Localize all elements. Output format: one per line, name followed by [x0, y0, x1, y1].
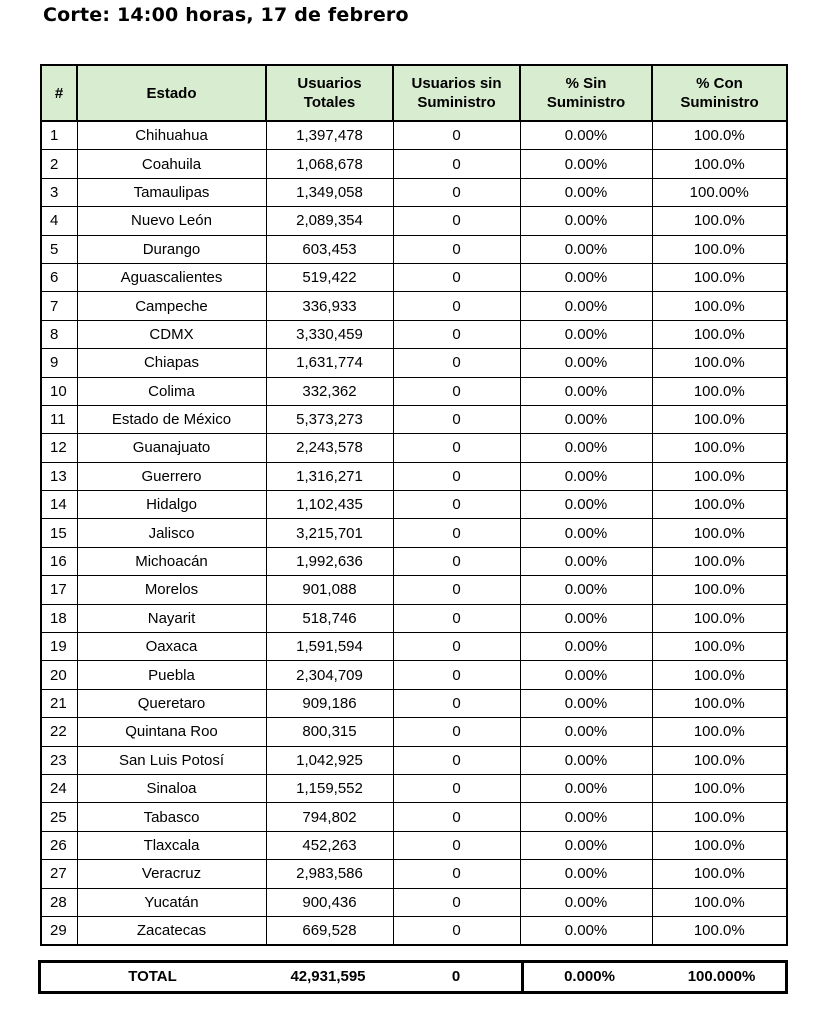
row-num: 5: [41, 235, 77, 263]
row-pct-sin-suministro: 0.00%: [520, 888, 652, 916]
table-row: [41, 519, 787, 547]
table-row: [41, 207, 787, 235]
row-num: 16: [41, 547, 77, 575]
row-usuarios-totales: 603,453: [266, 235, 393, 263]
row-estado: Colima: [77, 377, 266, 405]
table-row: [41, 349, 787, 377]
row-pct-con-suministro: 100.0%: [652, 121, 787, 150]
row-usuarios-totales: 2,983,586: [266, 860, 393, 888]
row-pct-con-suministro: 100.0%: [652, 150, 787, 178]
row-pct-con-suministro: 100.0%: [652, 916, 787, 945]
row-pct-sin-suministro: 0.00%: [520, 633, 652, 661]
table-row: [41, 576, 787, 604]
table-row: [41, 831, 787, 859]
table-row: [41, 320, 787, 348]
row-pct-con-suministro: 100.0%: [652, 207, 787, 235]
table-header-row: [41, 65, 787, 121]
row-pct-con-suministro: 100.0%: [652, 888, 787, 916]
row-estado: Durango: [77, 235, 266, 263]
row-estado: San Luis Potosí: [77, 746, 266, 774]
table-row: [41, 405, 787, 433]
row-pct-con-suministro: 100.0%: [652, 320, 787, 348]
row-pct-sin-suministro: 0.00%: [520, 831, 652, 859]
row-estado: Guanajuato: [77, 434, 266, 462]
row-estado: Aguascalientes: [77, 263, 266, 291]
row-usuarios-totales: 669,528: [266, 916, 393, 945]
row-pct-con-suministro: 100.0%: [652, 661, 787, 689]
row-usuarios-sin-suministro: 0: [393, 633, 520, 661]
row-pct-con-suministro: 100.0%: [652, 547, 787, 575]
row-estado: Puebla: [77, 661, 266, 689]
row-pct-con-suministro: 100.0%: [652, 349, 787, 377]
row-pct-con-suministro: 100.0%: [652, 689, 787, 717]
row-usuarios-totales: 336,933: [266, 292, 393, 320]
row-usuarios-totales: 3,330,459: [266, 320, 393, 348]
row-usuarios-totales: 1,102,435: [266, 491, 393, 519]
row-usuarios-sin-suministro: 0: [393, 150, 520, 178]
row-usuarios-sin-suministro: 0: [393, 121, 520, 150]
table-row: [41, 916, 787, 945]
total-usuarios-sin-suministro: 0: [451, 968, 461, 985]
row-num: 20: [41, 661, 77, 689]
row-num: 17: [41, 576, 77, 604]
row-estado: Tamaulipas: [77, 178, 266, 206]
row-estado: Campeche: [77, 292, 266, 320]
row-num: 19: [41, 633, 77, 661]
row-usuarios-totales: 901,088: [266, 576, 393, 604]
row-pct-con-suministro: 100.0%: [652, 462, 787, 490]
row-pct-sin-suministro: 0.00%: [520, 860, 652, 888]
row-num: 11: [41, 405, 77, 433]
row-pct-con-suministro: 100.0%: [652, 235, 787, 263]
row-pct-sin-suministro: 0.00%: [520, 746, 652, 774]
row-pct-con-suministro: 100.0%: [652, 831, 787, 859]
row-usuarios-sin-suministro: 0: [393, 263, 520, 291]
row-num: 6: [41, 263, 77, 291]
table-row: [41, 121, 787, 150]
table-row: [41, 888, 787, 916]
row-usuarios-sin-suministro: 0: [393, 831, 520, 859]
row-usuarios-totales: 909,186: [266, 689, 393, 717]
row-usuarios-sin-suministro: 0: [393, 604, 520, 632]
row-num: 28: [41, 888, 77, 916]
row-pct-sin-suministro: 0.00%: [520, 405, 652, 433]
row-usuarios-totales: 1,159,552: [266, 774, 393, 802]
table-row: [41, 604, 787, 632]
row-num: 26: [41, 831, 77, 859]
row-num: 12: [41, 434, 77, 462]
row-usuarios-totales: 1,068,678: [266, 150, 393, 178]
header-pct-con-suministro: % Con Suministro: [652, 65, 787, 121]
row-usuarios-sin-suministro: 0: [393, 803, 520, 831]
row-usuarios-totales: 2,243,578: [266, 434, 393, 462]
row-usuarios-totales: 3,215,701: [266, 519, 393, 547]
total-pct-con-suministro: 100.000%: [687, 968, 756, 985]
table-row: [41, 860, 787, 888]
row-pct-sin-suministro: 0.00%: [520, 263, 652, 291]
row-estado: CDMX: [77, 320, 266, 348]
total-pct-sin-suministro: 0.000%: [564, 968, 615, 985]
table-row: [41, 746, 787, 774]
row-pct-con-suministro: 100.0%: [652, 292, 787, 320]
row-usuarios-sin-suministro: 0: [393, 547, 520, 575]
row-usuarios-sin-suministro: 0: [393, 519, 520, 547]
row-num: 4: [41, 207, 77, 235]
row-usuarios-totales: 2,089,354: [266, 207, 393, 235]
row-usuarios-totales: 1,397,478: [266, 121, 393, 150]
row-pct-sin-suministro: 0.00%: [520, 178, 652, 206]
row-estado: Guerrero: [77, 462, 266, 490]
row-estado: Chiapas: [77, 349, 266, 377]
row-usuarios-sin-suministro: 0: [393, 888, 520, 916]
table-row: [41, 434, 787, 462]
row-estado: Coahuila: [77, 150, 266, 178]
row-estado: Hidalgo: [77, 491, 266, 519]
row-usuarios-sin-suministro: 0: [393, 377, 520, 405]
row-estado: Michoacán: [77, 547, 266, 575]
row-pct-con-suministro: 100.0%: [652, 746, 787, 774]
row-usuarios-totales: 519,422: [266, 263, 393, 291]
row-estado: Estado de México: [77, 405, 266, 433]
row-usuarios-totales: 1,992,636: [266, 547, 393, 575]
row-pct-sin-suministro: 0.00%: [520, 121, 652, 150]
row-usuarios-sin-suministro: 0: [393, 320, 520, 348]
row-estado: Chihuahua: [77, 121, 266, 150]
row-pct-sin-suministro: 0.00%: [520, 604, 652, 632]
table-row: [41, 263, 787, 291]
row-num: 10: [41, 377, 77, 405]
row-estado: Nayarit: [77, 604, 266, 632]
row-pct-con-suministro: 100.0%: [652, 263, 787, 291]
table-row: [41, 718, 787, 746]
row-estado: Queretaro: [77, 689, 266, 717]
row-pct-con-suministro: 100.0%: [652, 774, 787, 802]
row-pct-sin-suministro: 0.00%: [520, 661, 652, 689]
row-pct-sin-suministro: 0.00%: [520, 462, 652, 490]
row-pct-con-suministro: 100.0%: [652, 633, 787, 661]
supply-table: [40, 64, 788, 946]
row-usuarios-totales: 1,316,271: [266, 462, 393, 490]
row-num: 23: [41, 746, 77, 774]
table-row: [41, 178, 787, 206]
header-usuarios-sin-suministro: Usuarios sin Suministro: [393, 65, 520, 121]
row-usuarios-sin-suministro: 0: [393, 661, 520, 689]
row-pct-sin-suministro: 0.00%: [520, 434, 652, 462]
table-row: [41, 803, 787, 831]
row-usuarios-sin-suministro: 0: [393, 434, 520, 462]
row-usuarios-sin-suministro: 0: [393, 235, 520, 263]
table-body: [41, 121, 787, 945]
row-num: 3: [41, 178, 77, 206]
row-estado: Veracruz: [77, 860, 266, 888]
row-pct-sin-suministro: 0.00%: [520, 150, 652, 178]
row-num: 18: [41, 604, 77, 632]
row-pct-con-suministro: 100.0%: [652, 491, 787, 519]
row-pct-sin-suministro: 0.00%: [520, 803, 652, 831]
row-usuarios-sin-suministro: 0: [393, 207, 520, 235]
row-usuarios-sin-suministro: 0: [393, 860, 520, 888]
row-pct-con-suministro: 100.0%: [652, 576, 787, 604]
row-estado: Jalisco: [77, 519, 266, 547]
row-num: 13: [41, 462, 77, 490]
row-usuarios-totales: 794,802: [266, 803, 393, 831]
table-row: [41, 150, 787, 178]
row-estado: Tabasco: [77, 803, 266, 831]
row-num: 8: [41, 320, 77, 348]
header-usuarios-totales: Usuarios Totales: [266, 65, 393, 121]
row-pct-con-suministro: 100.0%: [652, 860, 787, 888]
row-usuarios-sin-suministro: 0: [393, 349, 520, 377]
row-num: 21: [41, 689, 77, 717]
total-pct-box: [521, 960, 788, 994]
row-usuarios-sin-suministro: 0: [393, 576, 520, 604]
row-usuarios-sin-suministro: 0: [393, 718, 520, 746]
row-usuarios-sin-suministro: 0: [393, 462, 520, 490]
total-row: [38, 960, 788, 994]
row-num: 14: [41, 491, 77, 519]
row-usuarios-totales: 2,304,709: [266, 661, 393, 689]
row-estado: Nuevo León: [77, 207, 266, 235]
row-pct-con-suministro: 100.0%: [652, 434, 787, 462]
row-estado: Tlaxcala: [77, 831, 266, 859]
row-usuarios-totales: 1,349,058: [266, 178, 393, 206]
row-estado: Morelos: [77, 576, 266, 604]
row-usuarios-sin-suministro: 0: [393, 292, 520, 320]
row-pct-con-suministro: 100.0%: [652, 718, 787, 746]
row-usuarios-totales: 1,042,925: [266, 746, 393, 774]
row-estado: Oaxaca: [77, 633, 266, 661]
total-usuarios-totales: 42,931,595: [290, 968, 366, 985]
row-num: 22: [41, 718, 77, 746]
table-row: [41, 633, 787, 661]
table-row: [41, 491, 787, 519]
row-num: 24: [41, 774, 77, 802]
row-pct-sin-suministro: 0.00%: [520, 916, 652, 945]
row-num: 29: [41, 916, 77, 945]
row-usuarios-sin-suministro: 0: [393, 916, 520, 945]
row-usuarios-totales: 452,263: [266, 831, 393, 859]
row-usuarios-totales: 5,373,273: [266, 405, 393, 433]
row-estado: Sinaloa: [77, 774, 266, 802]
row-usuarios-totales: 800,315: [266, 718, 393, 746]
row-pct-con-suministro: 100.0%: [652, 803, 787, 831]
header-num: #: [41, 65, 77, 121]
table-row: [41, 774, 787, 802]
table-row: [41, 377, 787, 405]
row-pct-sin-suministro: 0.00%: [520, 292, 652, 320]
row-num: 2: [41, 150, 77, 178]
row-usuarios-sin-suministro: 0: [393, 405, 520, 433]
row-pct-sin-suministro: 0.00%: [520, 576, 652, 604]
row-num: 9: [41, 349, 77, 377]
row-pct-con-suministro: 100.0%: [652, 519, 787, 547]
row-num: 15: [41, 519, 77, 547]
row-usuarios-totales: 900,436: [266, 888, 393, 916]
row-usuarios-totales: 1,591,594: [266, 633, 393, 661]
row-pct-sin-suministro: 0.00%: [520, 547, 652, 575]
total-label: TOTAL: [128, 968, 177, 985]
table-row: [41, 661, 787, 689]
row-pct-con-suministro: 100.00%: [652, 178, 787, 206]
row-pct-sin-suministro: 0.00%: [520, 774, 652, 802]
row-estado: Zacatecas: [77, 916, 266, 945]
table-row: [41, 547, 787, 575]
row-pct-sin-suministro: 0.00%: [520, 491, 652, 519]
row-usuarios-sin-suministro: 0: [393, 746, 520, 774]
row-num: 27: [41, 860, 77, 888]
row-pct-sin-suministro: 0.00%: [520, 320, 652, 348]
row-pct-con-suministro: 100.0%: [652, 405, 787, 433]
page-title: Corte: 14:00 horas, 17 de febrero: [43, 4, 409, 26]
row-usuarios-totales: 1,631,774: [266, 349, 393, 377]
row-estado: Yucatán: [77, 888, 266, 916]
table-row: [41, 235, 787, 263]
header-estado: Estado: [77, 65, 266, 121]
row-pct-sin-suministro: 0.00%: [520, 689, 652, 717]
row-pct-sin-suministro: 0.00%: [520, 207, 652, 235]
row-pct-con-suministro: 100.0%: [652, 377, 787, 405]
row-num: 7: [41, 292, 77, 320]
table-row: [41, 462, 787, 490]
row-pct-con-suministro: 100.0%: [652, 604, 787, 632]
row-pct-sin-suministro: 0.00%: [520, 519, 652, 547]
header-pct-sin-suministro: % Sin Suministro: [520, 65, 652, 121]
row-usuarios-sin-suministro: 0: [393, 689, 520, 717]
table-row: [41, 292, 787, 320]
row-usuarios-sin-suministro: 0: [393, 774, 520, 802]
row-usuarios-sin-suministro: 0: [393, 178, 520, 206]
row-pct-sin-suministro: 0.00%: [520, 718, 652, 746]
row-pct-sin-suministro: 0.00%: [520, 349, 652, 377]
row-pct-sin-suministro: 0.00%: [520, 235, 652, 263]
table-row: [41, 689, 787, 717]
row-usuarios-totales: 518,746: [266, 604, 393, 632]
row-num: 1: [41, 121, 77, 150]
row-usuarios-sin-suministro: 0: [393, 491, 520, 519]
row-usuarios-totales: 332,362: [266, 377, 393, 405]
row-num: 25: [41, 803, 77, 831]
row-pct-sin-suministro: 0.00%: [520, 377, 652, 405]
row-estado: Quintana Roo: [77, 718, 266, 746]
